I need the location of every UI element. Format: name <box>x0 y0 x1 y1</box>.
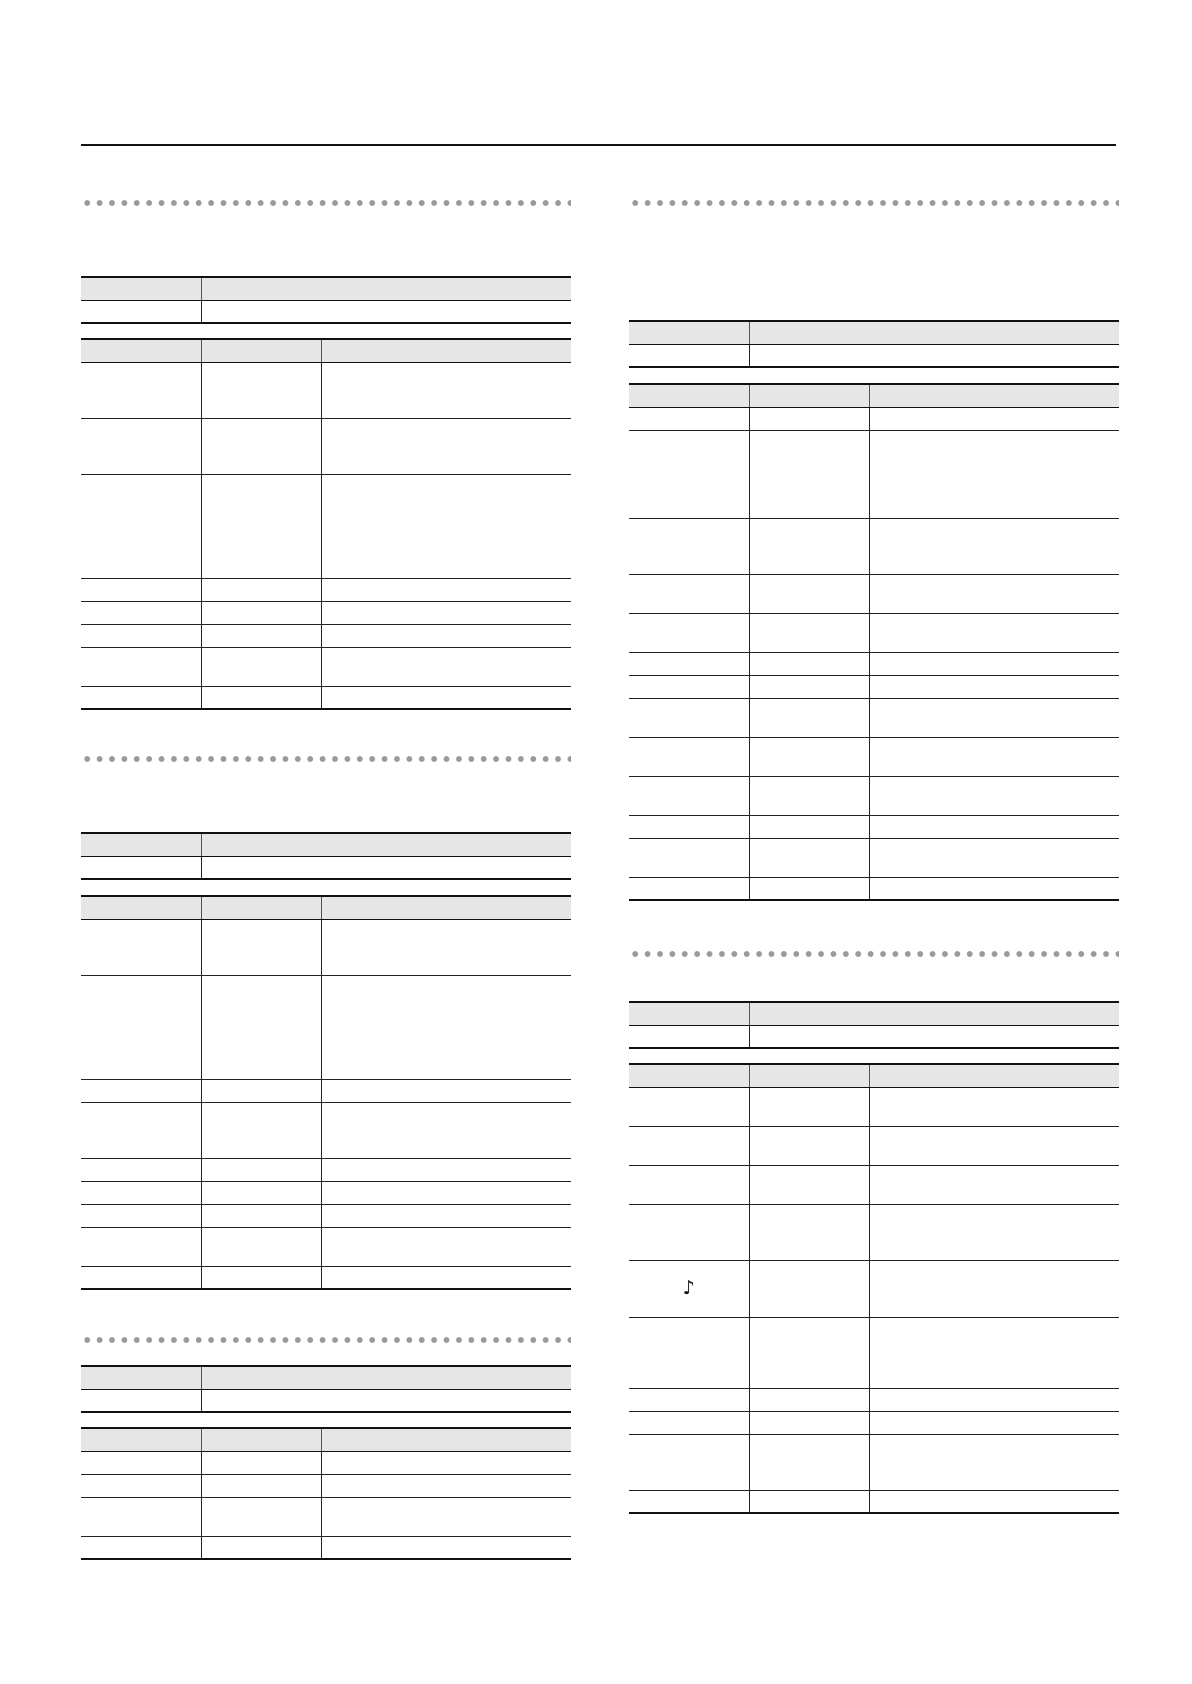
table-row <box>81 1389 571 1412</box>
table-row <box>629 675 1119 698</box>
music-note-icon: ♪ <box>682 1277 695 1299</box>
table-row <box>81 647 571 686</box>
section-divider-dots <box>81 1336 571 1344</box>
table-header-row <box>629 321 1119 344</box>
table-row <box>81 975 571 1079</box>
parameter-summary-table <box>81 832 571 880</box>
table-row <box>81 1079 571 1102</box>
table-row <box>629 574 1119 613</box>
table-row <box>81 1474 571 1497</box>
table-row <box>629 1260 1119 1317</box>
table-header-row <box>629 1002 1119 1025</box>
table-row <box>629 1126 1119 1165</box>
section-divider-dots <box>81 755 571 763</box>
parameter-detail-table <box>81 895 571 1290</box>
table-row <box>629 737 1119 776</box>
table-row <box>629 344 1119 367</box>
note-cell <box>629 1261 749 1317</box>
parameter-detail-table <box>629 1063 1119 1514</box>
section-divider-dots <box>629 199 1119 207</box>
table-row <box>81 1158 571 1181</box>
parameter-summary-table <box>81 1365 571 1413</box>
table-row <box>81 1536 571 1559</box>
table-header-row <box>81 833 571 856</box>
table-row <box>81 856 571 879</box>
table-row <box>629 838 1119 877</box>
table-header-row <box>81 1366 571 1389</box>
table-row <box>81 474 571 578</box>
table-row <box>629 1317 1119 1388</box>
table-row <box>81 919 571 975</box>
table-row <box>629 430 1119 518</box>
parameter-detail-table <box>81 338 571 710</box>
table-row <box>81 624 571 647</box>
table-row <box>81 418 571 474</box>
parameter-detail-table <box>629 383 1119 901</box>
table-row <box>629 877 1119 900</box>
table-header-row <box>81 1428 571 1451</box>
table-row <box>81 362 571 418</box>
table-row <box>81 300 571 323</box>
table-row <box>81 686 571 709</box>
table-header-row <box>81 896 571 919</box>
section-divider-dots <box>81 199 571 207</box>
table-header-row <box>81 339 571 362</box>
table-row <box>81 578 571 601</box>
parameter-summary-table <box>629 1001 1119 1049</box>
parameter-summary-table <box>81 276 571 324</box>
table-row <box>629 1165 1119 1204</box>
table-row <box>629 1388 1119 1411</box>
parameter-summary-table <box>629 320 1119 368</box>
table-row <box>81 1497 571 1536</box>
table-row <box>629 815 1119 838</box>
table-row <box>81 1102 571 1158</box>
table-row <box>629 776 1119 815</box>
table-header-row <box>81 277 571 300</box>
table-row <box>629 1087 1119 1126</box>
table-row <box>81 1266 571 1289</box>
table-row <box>81 1227 571 1266</box>
parameter-detail-table <box>81 1427 571 1560</box>
header-rule <box>81 144 1116 146</box>
table-row <box>629 1490 1119 1513</box>
table-row <box>629 652 1119 675</box>
table-header-row <box>629 384 1119 407</box>
table-row <box>629 1204 1119 1260</box>
table-row <box>629 518 1119 574</box>
table-row <box>629 407 1119 430</box>
section-divider-dots <box>629 950 1119 958</box>
table-row <box>629 1434 1119 1490</box>
table-row <box>81 1204 571 1227</box>
table-header-row <box>629 1064 1119 1087</box>
table-row <box>81 601 571 624</box>
table-row <box>629 698 1119 737</box>
table-row <box>81 1181 571 1204</box>
table-row <box>629 1411 1119 1434</box>
table-row <box>629 613 1119 652</box>
table-row <box>81 1451 571 1474</box>
table-row <box>629 1025 1119 1048</box>
